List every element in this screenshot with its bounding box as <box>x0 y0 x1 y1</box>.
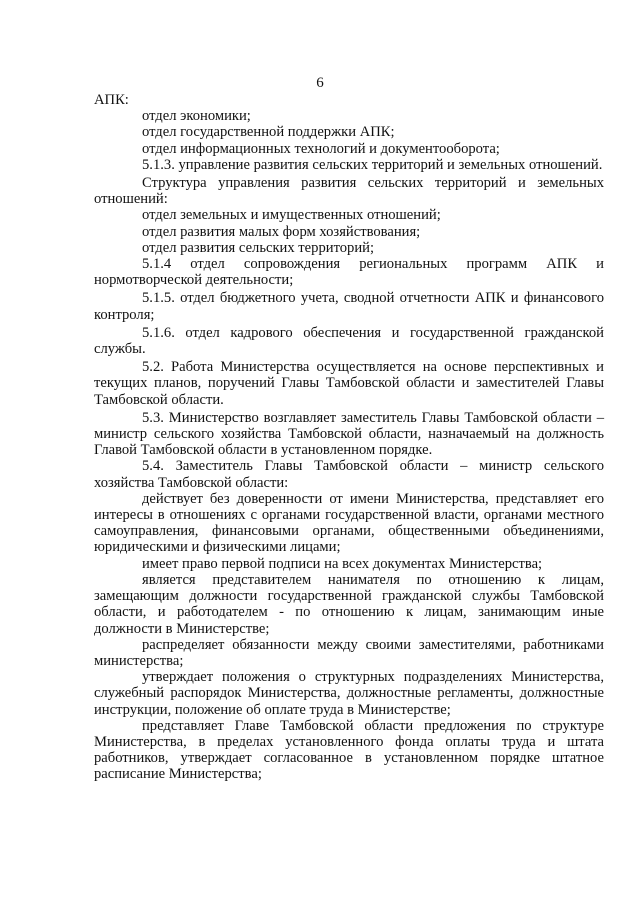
paragraph-5-4-acts: действует без доверенности от имени Министерства, представляет его интересы в отношениях с органами государственной власти, органами местного самоуправления, финансовыми органами, общественными объединениями, юридическими и физическими лицами; <box>94 490 604 556</box>
list-item-rural-dept: отдел развития сельских территорий; <box>142 239 375 256</box>
paragraph-5-1-3: 5.1.3. управление развития сельских территорий и земельных отношений. <box>142 156 603 173</box>
paragraph-5-1-5: 5.1.5. отдел бюджетного учета, сводной отчетности АПК и финансового контроля; <box>94 290 604 323</box>
paragraph-5-4-regulations: утверждает положения о структурных подразделениях Министерства, служебный распорядок Министерства, должностные регламенты, должностные инструкции, положение об оплате труда в Министерстве; <box>94 669 604 718</box>
list-item-economics-dept: отдел экономики; <box>142 108 251 125</box>
document-body <box>94 92 604 783</box>
paragraph-5-3: 5.3. Министерство возглавляет заместитель Главы Тамбовской области – министр сельского хозяйства Тамбовской области, назначаемый на должность Главой Тамбовской области в установленном порядке. <box>94 409 604 459</box>
paragraph-5-2: 5.2. Работа Министерства осуществляется на основе перспективных и текущих планов, поручений Главы Тамбовской области и заместителей Главы Тамбовской области. <box>94 359 604 408</box>
paragraph-5-4-structure: представляет Главе Тамбовской области предложения по структуре Министерства, в пределах установленного фонда оплаты труда и штата работников, утверждает согласованное в установленном порядке штатное расписание Министерства; <box>94 717 604 783</box>
page-number: 6 <box>316 75 324 91</box>
paragraph-5-1-4: 5.1.4 отдел сопровождения региональных программ АПК и нормотворческой деятельности; <box>94 256 604 289</box>
paragraph-5-4: 5.4. Заместитель Главы Тамбовской области – министр сельского хозяйства Тамбовской области: <box>94 458 604 491</box>
paragraph-apk-heading: АПК: <box>94 92 129 108</box>
list-item-it-dept: отдел информационных технологий и документооборота; <box>142 140 500 157</box>
paragraph-5-4-employer: является представителем нанимателя по отношению к лицам, замещающим должности государственной гражданской службы Тамбовской области, и работодателем - по отношению к лицам, занимающим иные должности в Министерстве; <box>94 571 604 637</box>
list-item-state-support-dept: отдел государственной поддержки АПК; <box>142 124 395 141</box>
paragraph-5-4-duties: распределяет обязанности между своими заместителями, работниками министерства; <box>94 636 604 669</box>
paragraph-5-4-signature: имеет право первой подписи на всех документах Министерства; <box>142 555 543 572</box>
list-item-small-business-dept: отдел развития малых форм хозяйствования; <box>142 223 421 240</box>
paragraph-5-1-6: 5.1.6. отдел кадрового обеспечения и государственной гражданской службы. <box>94 324 604 358</box>
list-item-land-dept: отдел земельных и имущественных отношений; <box>142 207 441 224</box>
paragraph-structure-heading: Структура управления развития сельских территорий и земельных отношений: <box>94 175 604 208</box>
